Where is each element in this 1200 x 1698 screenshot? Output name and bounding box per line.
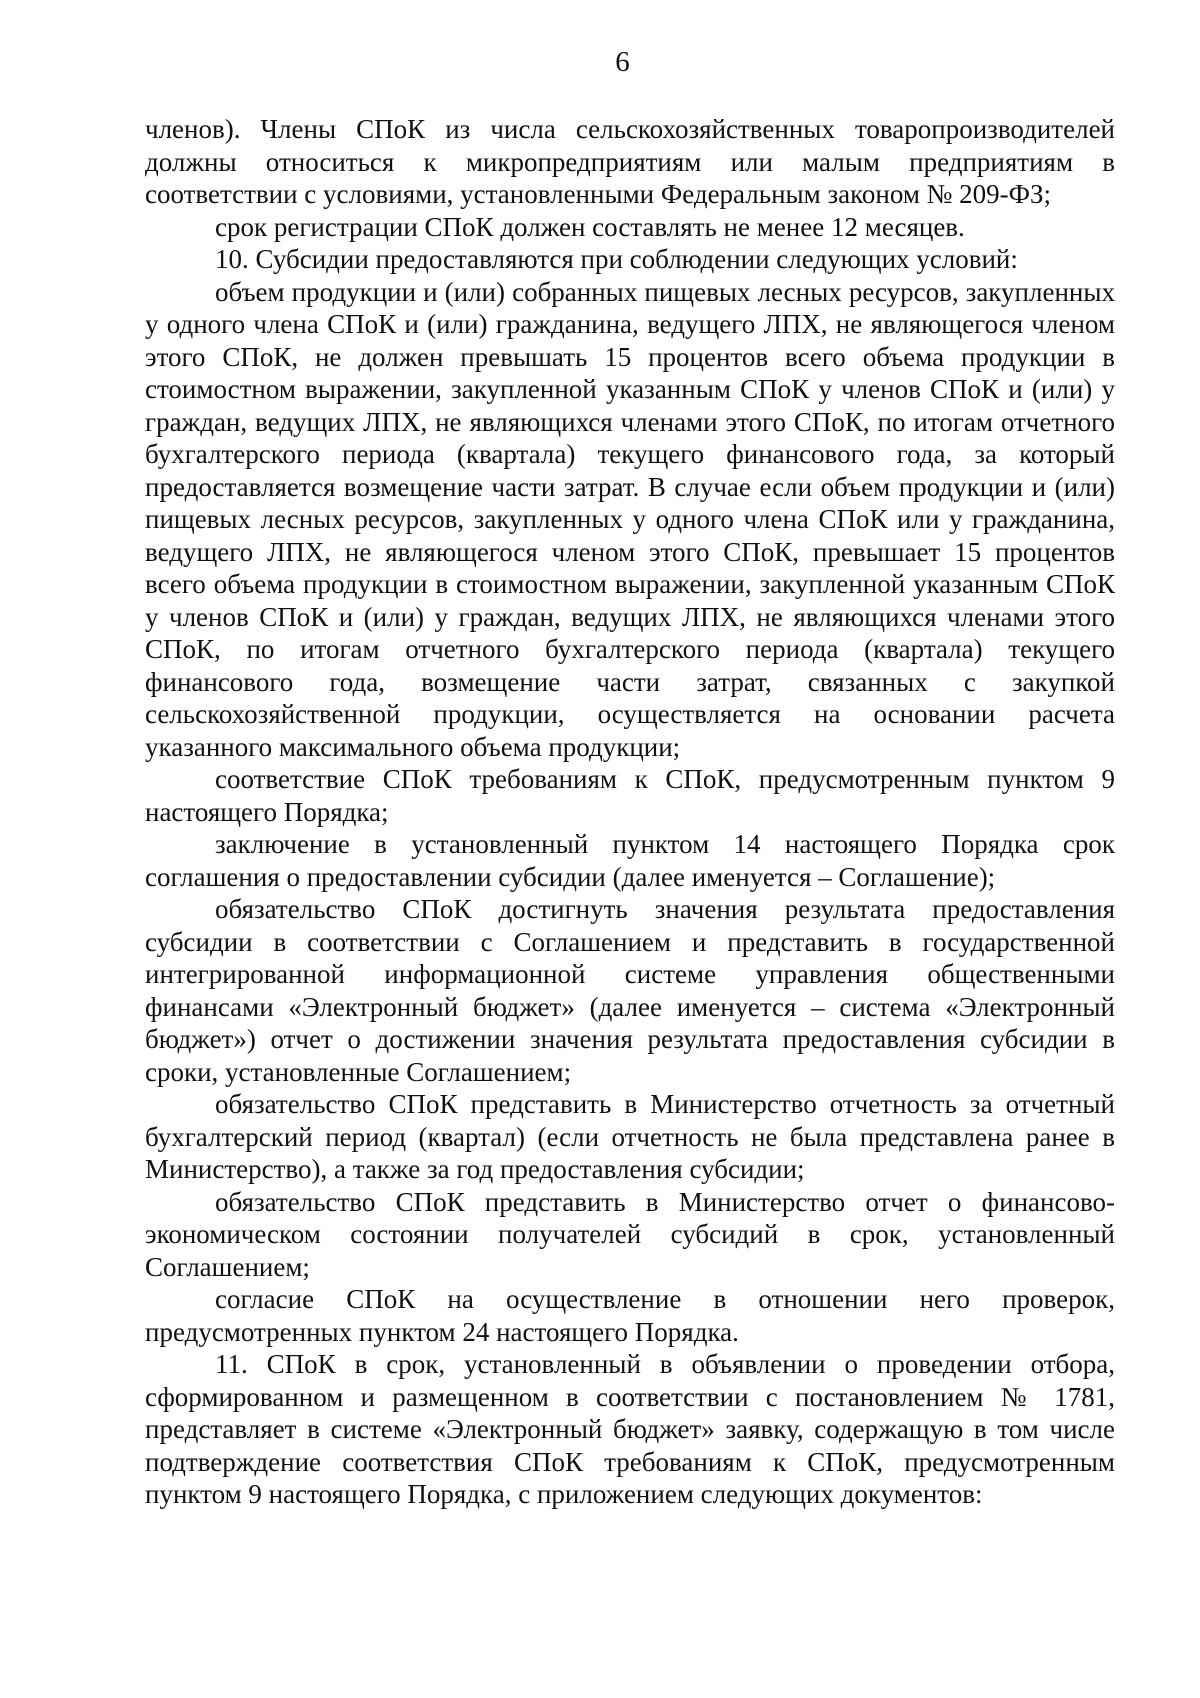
document-body	[145, 113, 1115, 1511]
paragraph-application-submission: 11. СПоК в срок, установленный в объявлении о проведении отбора, сформированном и размещенном в соответствии с постановлением № 1781, представляет в системе «Электронный бюджет» заявку, содержащую в том числе подтверждение соответствия СПоК требованиям к СПоК, предусмотренным пунктом 9 настоящего Порядка, с приложением следующих документов:	[145, 1349, 1115, 1509]
paragraph-registration-term: срок регистрации СПоК должен составлять не менее 12 месяцев.	[215, 211, 965, 242]
paragraph-requirements-compliance: соответствие СПоК требованиям к СПоК, предусмотренным пунктом 9 настоящего Порядка;	[145, 764, 1115, 827]
paragraph-agreement-conclusion: заключение в установленный пунктом 14 настоящего Порядка срок соглашения о предоставлении субсидии (далее именуется – Соглашение);	[145, 829, 1115, 892]
paragraph-financial-report-obligation: обязательство СПоК представить в Министерство отчет о финансово-экономическом состоянии получателей субсидий в срок, установленный Соглашением;	[145, 1186, 1115, 1282]
paragraph-reporting-obligation: обязательство СПоК представить в Министерство отчетность за отчетный бухгалтерский период (квартал) (если отчетность не была представлена ранее в Министерство), а также за год предоставления субсидии;	[145, 1089, 1115, 1184]
page-number: 6	[615, 46, 630, 78]
paragraph-members-requirements: членов). Члены СПоК из числа сельскохозяйственных товаропроизводителей должны относиться к микропредприятиям или малым предприятиям в соответствии с условиями, установленными Федеральным законом № 209-ФЗ;	[145, 114, 1115, 209]
paragraph-inspection-consent: согласие СПоК на осуществление в отношении него проверок, предусмотренных пунктом 24 настоящего Порядка.	[145, 1284, 1115, 1347]
paragraph-purchase-volume-condition: объем продукции и (или) собранных пищевых лесных ресурсов, закупленных у одного члена СПоК и (или) гражданина, ведущего ЛПХ, не являющегося членом этого СПоК, не должен превышать 15 процентов всего объема продукции в стоимостном выражении, закупленной указанным СПоК у членов СПоК и (или) у граждан, ведущих ЛПХ, не являющихся членами этого СПоК, по итогам отчетного бухгалтерского периода (квартала) текущего финансового года, за который предоставляется возмещение части затрат. В случае если объем продукции и (или) пищевых лесных ресурсов, закупленных у одного члена СПоК или у гражданина, ведущего ЛПХ, не являющегося членом этого СПоК, превышает 15 процентов всего объема продукции в стоимостном выражении, закупленной указанным СПоК у членов СПоК и (или) у граждан, ведущих ЛПХ, не являющихся членами этого СПоК, по итогам отчетного бухгалтерского периода (квартала) текущего финансового года, возмещение части затрат, связанных с закупкой сельскохозяйственной продукции, осуществляется на основании расчета указанного максимального объема продукции;	[145, 276, 1115, 762]
paragraph-result-obligation: обязательство СПоК достигнуть значения результата предоставления субсидии в соответствии с Соглашением и представить в государственной интегрированной информационной системе управления общественными финансами «Электронный бюджет» (далее именуется – система «Электронный бюджет») отчет о достижении значения результата предоставления субсидии в сроки, установленные Соглашением;	[145, 894, 1115, 1087]
paragraph-subsidy-conditions-heading: 10. Субсидии предоставляются при соблюдении следующих условий:	[215, 244, 1018, 274]
